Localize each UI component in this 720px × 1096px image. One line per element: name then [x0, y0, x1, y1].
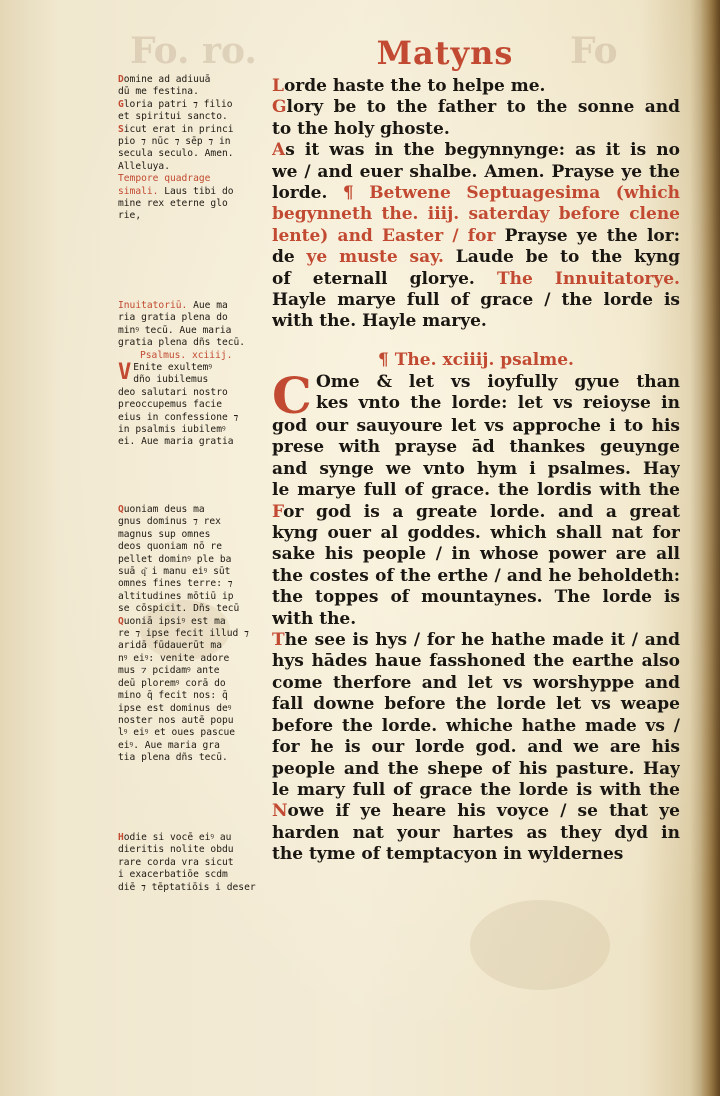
text-run: orde haste the to helpe me. — [283, 76, 546, 96]
margin-line — [118, 882, 264, 894]
margin-line — [118, 740, 264, 752]
text-run: the toppes of mountaynes. The lorde is — [272, 587, 680, 608]
margin-text: nꝰ eiꝰ: venite adore — [118, 652, 230, 664]
text-line — [272, 162, 680, 183]
text-run: the tyme of temptacyon in wyldernes — [272, 844, 624, 865]
margin-text: preoccupemus facie — [118, 399, 222, 411]
margin-text: mine rex eterne glo — [118, 198, 228, 210]
text-run: we / and euer shalbe. Amen. Prayse ye the — [272, 161, 680, 182]
text-line — [272, 247, 680, 268]
main-text-block — [272, 416, 680, 866]
margin-text: deū ploremꝰ corā do — [118, 677, 226, 689]
margin-text: altitudines mōtiū ip — [118, 590, 234, 602]
text-line — [272, 119, 680, 140]
margin-line — [118, 387, 264, 399]
margin-text: rie, — [118, 210, 142, 222]
margin-text: eius in confessione ⁊ — [118, 411, 239, 423]
text-run: for he is our lorde god. and we are his — [272, 737, 680, 758]
margin-text: ria gratia plena do — [118, 312, 228, 324]
rubric-run: lente) and Easter / for — [272, 225, 496, 246]
text-line — [272, 183, 680, 204]
margin-line — [118, 832, 264, 844]
margin-line — [118, 412, 264, 424]
text-run: and synge we vnto hym i psalmes. Hay — [272, 458, 680, 479]
text-line — [272, 609, 680, 630]
text-run: with the. Hayle marye. — [272, 311, 487, 332]
rubric-run: ¶ Betwene Septuagesima (which — [342, 183, 680, 204]
margin-text: gratia plena dñs tecū. — [118, 337, 246, 349]
margin-text: se cōspicit. Dñs tecū — [118, 603, 240, 615]
margin-line — [118, 173, 264, 185]
page-title: Matyns — [376, 34, 514, 72]
margin-line — [118, 578, 264, 590]
margin-text: noster nos autē popu — [118, 714, 234, 726]
margin-line — [118, 161, 264, 173]
margin-text: gnus dominus ⁊ rex — [118, 516, 221, 528]
text-run: the costes of the erthe / and he beholdeth: — [272, 565, 680, 586]
text-line — [272, 437, 680, 458]
margin-text: Domine ad adiuuā — [118, 74, 211, 85]
text-line — [272, 823, 680, 844]
text-line — [272, 544, 680, 565]
margin-line — [118, 603, 264, 615]
margin-text: minꝰ tecū. Aue maria — [118, 324, 232, 336]
text-line — [272, 801, 680, 822]
margin-text: pio ⁊ nūc ⁊ sēp ⁊ in — [118, 136, 231, 148]
margin-line — [118, 566, 264, 578]
margin-line — [118, 653, 264, 665]
margin-text: eiꝰ. Aue maria gra — [118, 739, 220, 751]
margin-line — [118, 210, 264, 222]
text-line — [272, 737, 680, 758]
margin-text: re ⁊ ipse fecit illud ⁊ — [118, 628, 249, 640]
margin-line — [118, 541, 264, 553]
margin-line — [118, 186, 264, 198]
margin-text: ei. Aue maria gratia — [118, 436, 234, 448]
margin-text: Sicut erat in princi — [118, 123, 234, 135]
rubric-run: ye muste say. — [306, 247, 444, 268]
margin-initial: H — [118, 832, 124, 843]
text-line — [272, 587, 680, 608]
margin-text: deo salutari nostro — [118, 386, 228, 398]
text-line — [272, 290, 680, 311]
margin-line — [118, 148, 264, 160]
text-run: Laude be to the kyng — [443, 247, 680, 268]
margin-text: dieritis nolite obdu — [118, 844, 234, 856]
text-line — [272, 140, 680, 161]
text-line — [272, 459, 680, 480]
psalm-opening — [272, 366, 680, 425]
rubric-run: The Innuitatorye. — [496, 268, 680, 289]
margin-text: Quoniam deus ma — [118, 504, 205, 515]
margin-line — [118, 337, 264, 349]
margin-line — [118, 86, 264, 98]
margin-line — [118, 399, 264, 411]
text-run: kyng ouer al goddes. which shall nat for — [272, 523, 680, 544]
text-run: fall downe before the lorde let vs weape — [272, 694, 680, 715]
margin-initial: G — [118, 98, 124, 110]
margin-text: dū me festina. — [118, 86, 199, 98]
bleed-through-text: Fo — [570, 30, 618, 72]
text-line — [272, 480, 680, 501]
margin-block-latin — [118, 300, 264, 449]
text-line — [272, 76, 680, 97]
text-line — [272, 416, 680, 437]
margin-text: diē ⁊ tēptatiōis i deser — [118, 881, 256, 893]
text-run: lory be to the father to the sonne and — [286, 97, 680, 118]
text-line — [272, 566, 680, 587]
margin-block-latin — [118, 832, 264, 894]
text-line — [272, 97, 680, 118]
text-run: Hayle marye full of grace / the lorde is — [272, 290, 680, 311]
text-line: Ome & let vs ioyfully gyue than — [316, 372, 680, 392]
margin-rubric: simali. — [118, 185, 159, 197]
margin-initial: Q — [118, 504, 124, 515]
margin-text: aridā fūdauerūt ma — [118, 640, 222, 652]
margin-text: simali. Laus tibi do — [118, 185, 234, 197]
text-run: people and the shepe of his pasture. Hay — [272, 758, 680, 779]
text-run: hys hādes haue fasshoned the earthe also — [272, 651, 680, 672]
margin-text: tia plena dñs tecū. — [118, 752, 228, 764]
margin-line — [118, 424, 264, 436]
margin-line — [118, 111, 264, 123]
margin-initial: S — [118, 123, 124, 135]
text-run: le marye full of grace. the lordis with the — [272, 480, 680, 501]
text-line — [272, 716, 680, 737]
margin-line — [118, 516, 264, 528]
margin-text: Hodie si vocē eiꝰ au — [118, 832, 232, 843]
margin-text: magnus sup omnes — [118, 528, 211, 540]
margin-initial: Q — [118, 615, 124, 627]
text-run: owe if ye heare his voyce / se that ye — [287, 801, 680, 822]
margin-text: ipse est dominus deꝰ — [118, 702, 232, 714]
margin-text: et spiritui sancto. — [118, 111, 228, 123]
margin-line — [118, 715, 264, 727]
margin-text: deos quoniam nō re — [118, 541, 222, 553]
margin-text: pellet dominꝰ ple ba — [118, 553, 232, 565]
text-run: come therfore and let vs worshyppe and — [272, 672, 680, 693]
margin-text: lꝰ eiꝰ et oues pascue — [118, 727, 236, 739]
main-text-block — [272, 76, 680, 333]
margin-text: Alleluya. — [118, 160, 170, 172]
drop-cap: C — [272, 366, 312, 425]
margin-line — [118, 350, 264, 362]
margin-initial: V — [118, 360, 132, 386]
text-run: Prayse ye the lor: — [495, 225, 680, 246]
margin-text: rare corda vra sicut — [118, 856, 234, 868]
margin-text: in psalmis iubilemꝰ — [118, 424, 226, 436]
margin-line — [118, 703, 264, 715]
text-line — [272, 204, 680, 225]
text-run: lorde. — [272, 183, 343, 204]
margin-line — [118, 616, 264, 628]
text-run: de — [272, 247, 307, 268]
margin-line — [118, 678, 264, 690]
psalm-heading-block — [272, 350, 680, 371]
text-line — [272, 673, 680, 694]
margin-text: omnes fines terre: ⁊ — [118, 578, 233, 590]
margin-line — [118, 198, 264, 210]
text-line — [272, 269, 680, 290]
margin-line — [118, 99, 264, 111]
margin-line — [118, 529, 264, 541]
margin-rubric: Tempore quadrage — [118, 173, 211, 185]
margin-line — [118, 554, 264, 566]
red-initial: A — [272, 140, 286, 161]
margin-text: mino q̄ fecit nos: q̄ — [118, 690, 228, 702]
margin-line — [118, 727, 264, 739]
margin-line — [118, 136, 264, 148]
text-line — [272, 844, 680, 865]
text-run: s it was in the begynnynge: as it is no — [285, 140, 680, 161]
margin-rubric: Psalmus. xciiij. — [140, 349, 233, 361]
red-initial: G — [272, 97, 287, 118]
text-run: or god is a greate lorde. and a great — [283, 501, 680, 522]
text-line — [272, 226, 680, 247]
bleed-through-text: Fo. ro. — [130, 30, 257, 72]
text-run: harden nat your hartes as they dyd in — [272, 822, 680, 843]
margin-line — [118, 628, 264, 640]
margin-line — [118, 74, 264, 86]
text-line — [272, 311, 680, 332]
red-initial: N — [272, 801, 288, 822]
text-line — [272, 502, 680, 523]
red-initial: F — [272, 501, 284, 522]
text-run: he see is hys / for he hathe made it / and — [284, 630, 680, 651]
margin-line — [118, 300, 264, 312]
margin-line — [118, 640, 264, 652]
margin-line — [118, 869, 264, 881]
margin-text: dño iubilemus — [133, 374, 209, 386]
text-run: sake his people / in whose power are all — [272, 544, 680, 565]
text-line — [272, 780, 680, 801]
margin-line — [118, 752, 264, 764]
red-initial: L — [272, 76, 284, 96]
margin-line — [133, 374, 264, 386]
margin-line — [118, 844, 264, 856]
text-line: kes vnto the lorde: let vs reioyse in — [316, 393, 680, 414]
margin-line — [118, 124, 264, 136]
text-line — [272, 523, 680, 544]
text-line — [272, 694, 680, 715]
margin-text: i exacerbatiōe scdm — [118, 869, 228, 881]
margin-text: Gloria patri ⁊ filio — [118, 98, 233, 110]
text-run: with the. — [272, 608, 357, 629]
text-run: of eternall glorye. — [272, 268, 497, 289]
psalm-heading: ¶ The. xciiij. psalme. — [378, 350, 574, 370]
text-run: le mary full of grace the lorde is with the — [272, 779, 680, 800]
red-initial: T — [272, 630, 285, 651]
text-line — [272, 759, 680, 780]
text-run: before the lorde. whiche hathe made vs / — [272, 715, 680, 736]
text-line — [272, 651, 680, 672]
margin-text: Inuitatoriū. Aue ma — [118, 300, 228, 311]
margin-text: mus ⁊ pcidamꝰ ante — [118, 665, 220, 677]
rubric-run: begynneth the. iiij. saterday before clene — [272, 204, 680, 225]
text-run: prese with prayse ād thankes geuynge — [272, 437, 680, 458]
margin-block-latin — [118, 74, 264, 223]
margin-text: suā q͂ i manu eiꝰ sūt — [118, 566, 231, 578]
text-line — [272, 630, 680, 651]
margin-line — [118, 312, 264, 324]
text-run: to the holy ghoste. — [272, 118, 450, 139]
paper-stain — [470, 900, 610, 990]
margin-line — [118, 504, 264, 516]
margin-text: Enite exultemꝰ — [133, 362, 213, 374]
margin-text: secula seculo. Amen. — [118, 148, 234, 160]
margin-line — [118, 436, 264, 448]
margin-block-latin — [118, 504, 264, 765]
text-run: god our sauyoure let vs approche i to his — [272, 416, 680, 436]
margin-line — [118, 665, 264, 677]
margin-line — [118, 857, 264, 869]
margin-initial: D — [118, 74, 124, 85]
margin-line — [118, 690, 264, 702]
margin-line — [118, 325, 264, 337]
margin-line — [118, 591, 264, 603]
margin-rubric: Inuitatoriū. — [118, 300, 188, 311]
margin-text: Quoniā ipsiꝰ est ma — [118, 615, 226, 627]
